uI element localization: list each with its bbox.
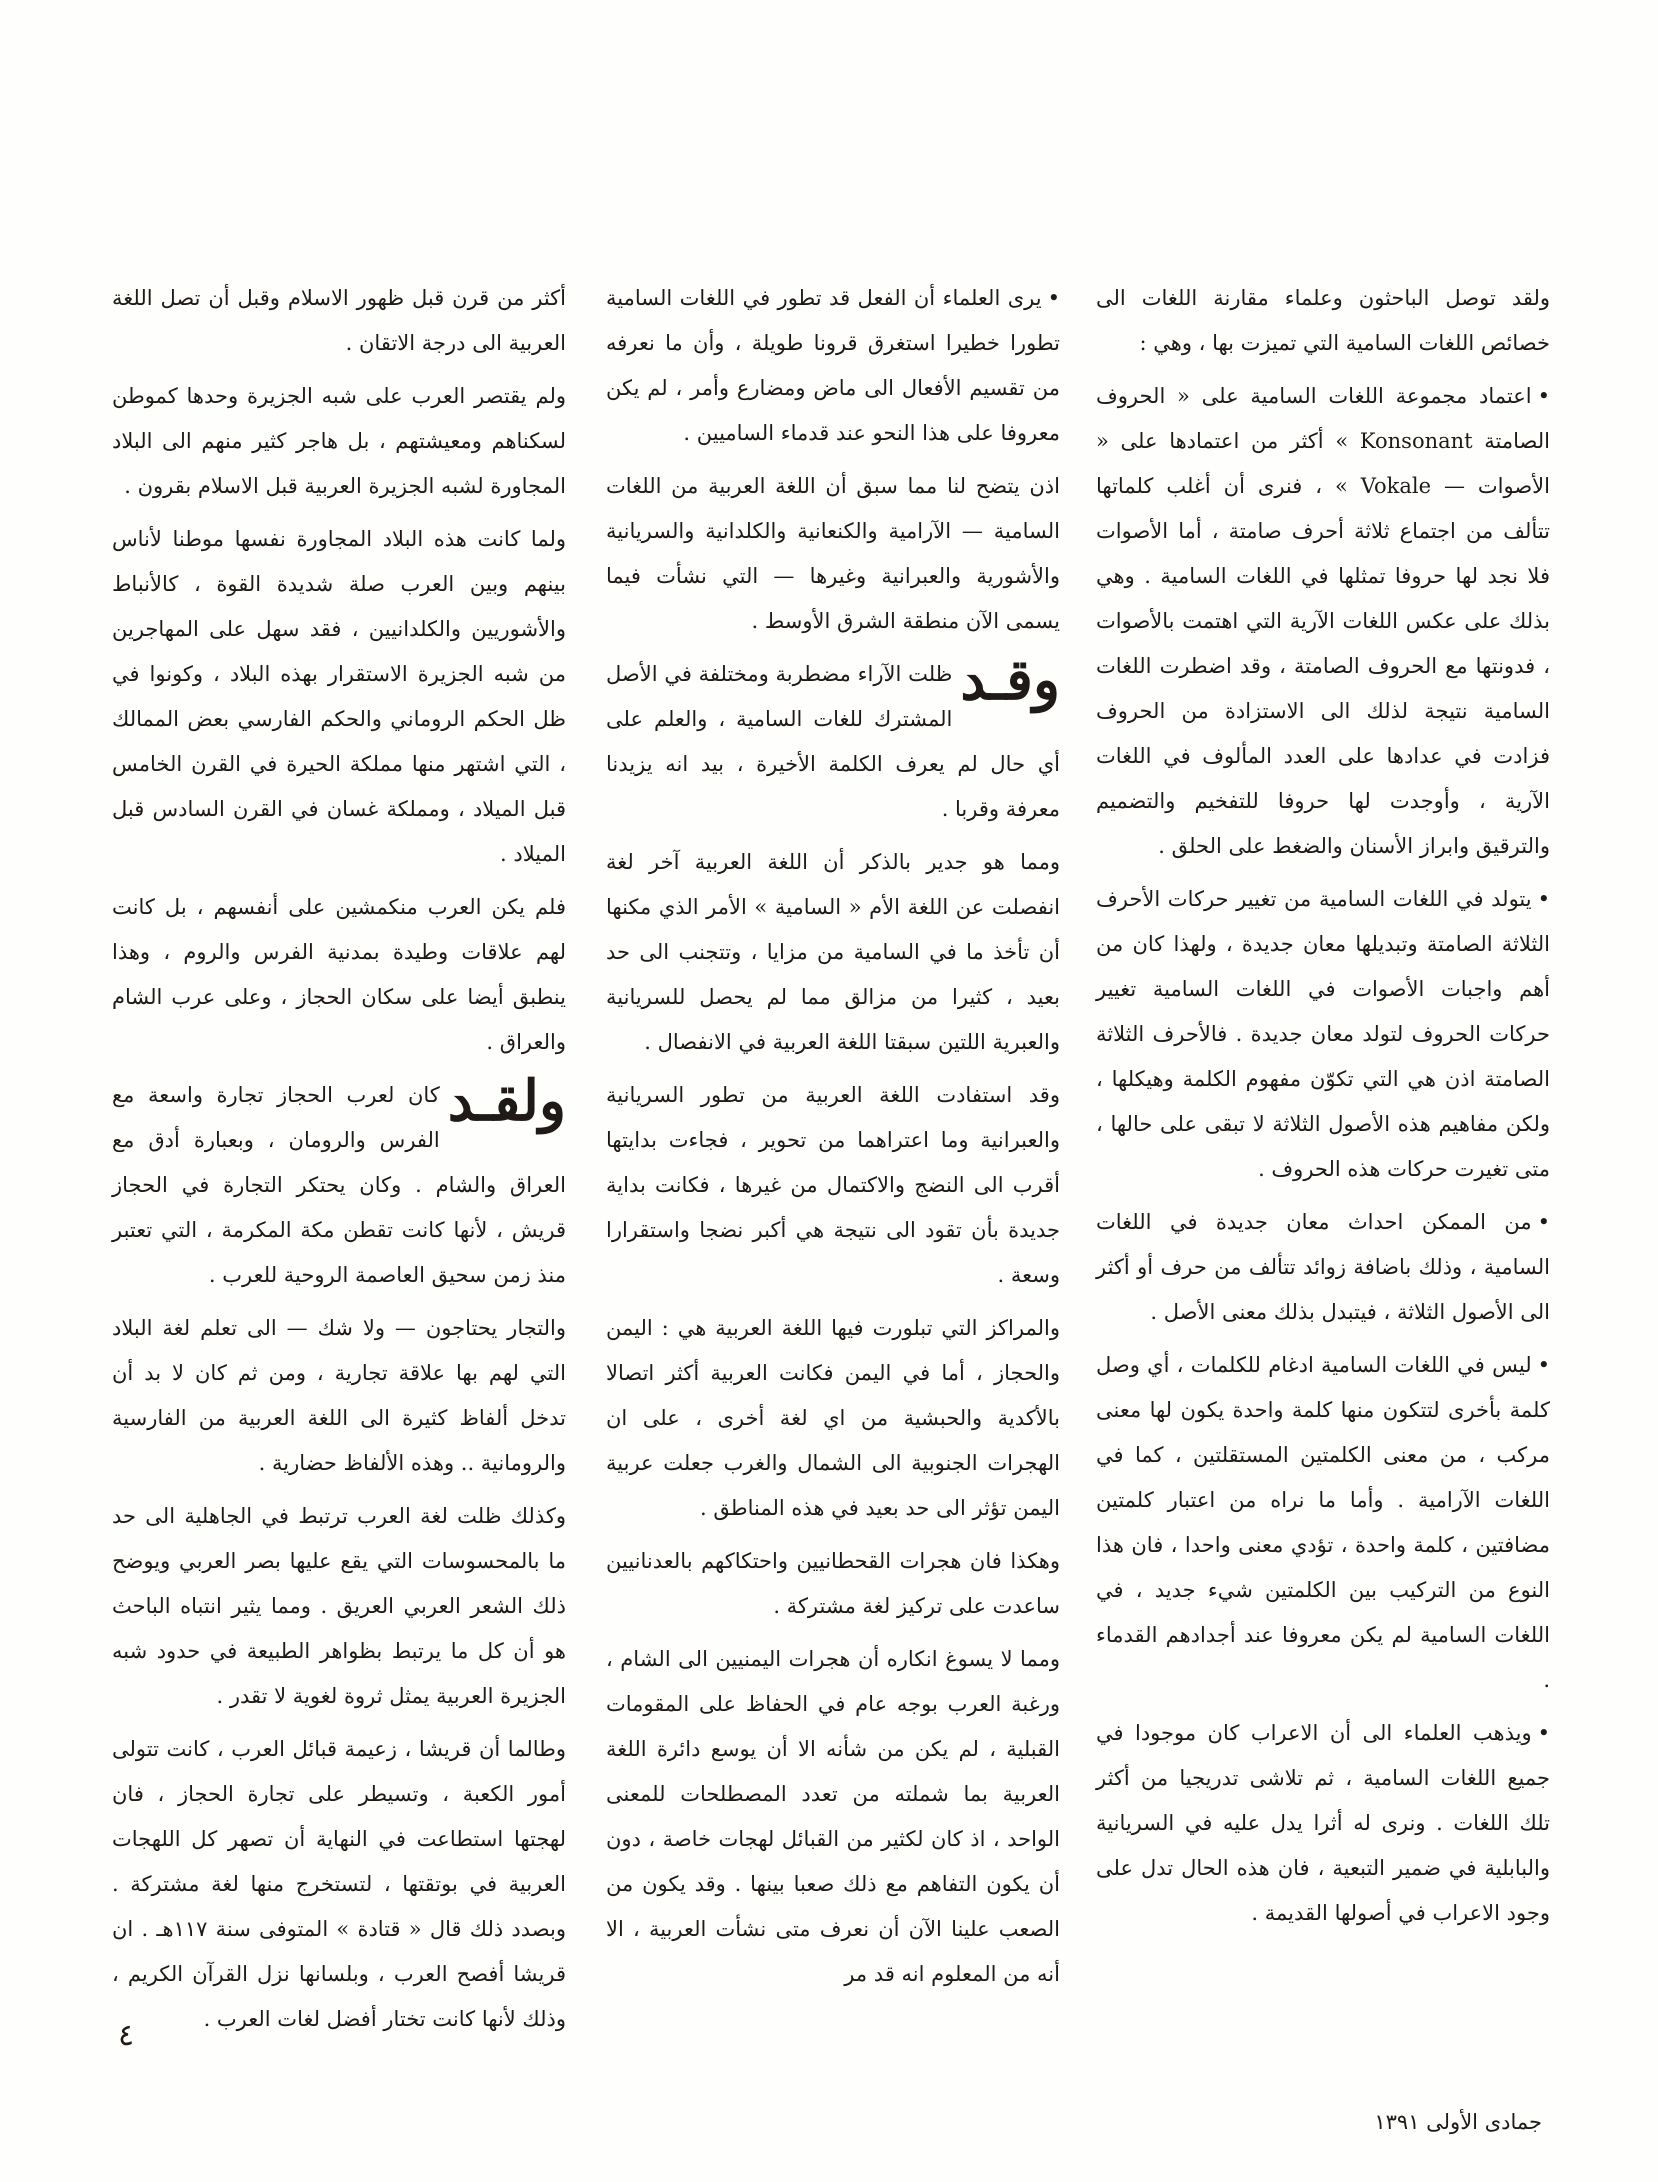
paragraph-text: ظلت الآراء مضطربة ومختلفة في الأصل المشترك للغات السامية ، والعلم على أي حال لم يعرف الكلمة الأخيرة ، بيد انه يزيدنا معرفة وقربا . <box>606 662 1060 821</box>
paragraph: ولما كانت هذه البلاد المجاورة نفسها موطنا لأناس بينهم وبين العرب صلة شديدة القوة ، كالأنباط والأشوريين والكلدانيين ، فقد سهل على المهاجرين من شبه الجزيرة الاستقرار بهذه البلاد ، وكونوا في ظل الحكم الروماني والحكم الفارسي بعض الممالك ، التي اشتهر منها مملكة الحيرة في القرن الخامس قبل الميلاد ، ومملكة غسان في القرن السادس قبل الميلاد . <box>112 527 566 866</box>
paragraph-with-drop-cap <box>112 1068 566 1298</box>
text-column-left <box>112 276 566 2042</box>
paragraph: ولقد توصل الباحثون وعلماء مقارنة اللغات الى خصائص اللغات السامية التي تميزت بها ، وهي : <box>1096 286 1550 355</box>
paragraph: أكثر من قرن قبل ظهور الاسلام وقبل أن تصل اللغة العربية الى درجة الاتقان . <box>112 286 566 355</box>
paragraph-with-drop-cap <box>606 647 1060 832</box>
drop-cap: وقـد <box>960 647 1060 713</box>
text-column-right <box>1096 276 1550 1936</box>
text-column-middle <box>606 276 1060 1997</box>
paragraph: • اعتماد مجموعة اللغات السامية على « الحروف الصامتة Konsonant » أكثر من اعتمادها على « الأصوات — Vokale » ، فنرى أن أغلب كلماتها تتألف من اجتماع ثلاثة أحرف صامتة ، أما الأصوات فلا نجد لها حروفا تمثلها في اللغات السامية . وهي بذلك على عكس اللغات الآرية التي اهتمت بالأصوات ، فدونتها مع الحروف الصامتة ، وقد اضطرت اللغات السامية نتيجة لذلك الى الاستزادة من الحروف فزادت في عدادها على العدد المألوف في اللغات الآرية ، وأوجدت لها حروفا للتفخيم والتضميم والترقيق وابراز الأسنان والضغط على الحلق . <box>1096 374 1550 869</box>
paragraph: اذن يتضح لنا مما سبق أن اللغة العربية من اللغات السامية — الآرامية والكنعانية والكلدانية والسريانية والأشورية والعبرانية وغيرها — التي نشأت فيما يسمى الآن منطقة الشرق الأوسط . <box>606 474 1060 633</box>
paragraph: وقد استفادت اللغة العربية من تطور السريانية والعبرانية وما اعتراهما من تحوير ، فجاءت بدايتها أقرب الى النضج والاكتمال من غيرها ، فكانت بداية جديدة بأن تقود الى نتيجة هي أكبر نضجا واستقرارا وسعة . <box>606 1083 1060 1287</box>
paragraph: وكذلك ظلت لغة العرب ترتبط في الجاهلية الى حد ما بالمحسوسات التي يقع عليها بصر العربي ويوضح ذلك الشعر العربي العريق . ومما يثير انتباه الباحث هو أن كل ما يرتبط بظواهر الطبيعة في حدود شبه الجزيرة العربية يمثل ثروة لغوية لا تقدر . <box>112 1504 566 1708</box>
paragraph: • يتولد في اللغات السامية من تغيير حركات الأحرف الثلاثة الصامتة وتبديلها معان جديدة ، ولهذا كان من أهم واجبات الأصوات في اللغات السامية تغيير حركات الحروف لتولد معان جديدة . فالأحرف الثلاثة الصامتة اذن هي التي تكوّن مفهوم الكلمة وهيكلها ، ولكن مفاهيم هذه الأصول الثلاثة لا تبقى على حالها ، متى تغيرت حركات هذه الحروف . <box>1096 877 1550 1192</box>
paragraph: والمراكز التي تبلورت فيها اللغة العربية هي : اليمن والحجاز ، أما في اليمن فكانت العربية أكثر اتصالا بالأكدية والحبشية من اي لغة أخرى ، على ان الهجرات الجنوبية الى الشمال والغرب جعلت عربية اليمن تؤثر الى حد بعيد في هذه المناطق . <box>606 1316 1060 1520</box>
paragraph: فلم يكن العرب منكمشين على أنفسهم ، بل كانت لهم علاقات وطيدة بمدنية الفرس والروم ، وهذا ينطبق أيضا على سكان الحجاز ، وعلى عرب الشام والعراق . <box>112 895 566 1054</box>
paragraph: وطالما أن قريشا ، زعيمة قبائل العرب ، كانت تتولى أمور الكعبة ، وتسيطر على تجارة الحجاز ، فان لهجتها استطاعت في النهاية أن تصهر كل اللهجات العربية في بوتقتها ، لتستخرج منها لغة مشتركة . وبصدد ذلك قال « قتادة » المتوفى سنة ١١٧هـ . ان قريشا أفصح العرب ، وبلسانها نزل القرآن الكريم ، وذلك لأنها كانت تختار أفضل لغات العرب . <box>112 1737 566 2031</box>
paragraph: • من الممكن احداث معان جديدة في اللغات السامية ، وذلك باضافة زوائد تتألف من حرف أو أكثر الى الأصول الثلاثة ، فيتبدل بذلك معنى الأصل . <box>1096 1200 1550 1335</box>
paragraph: ومما لا يسوغ انكاره أن هجرات اليمنيين الى الشام ، ورغبة العرب بوجه عام في الحفاظ على المقومات القبلية ، لم يكن من شأنه الا أن يوسع دائرة اللغة العربية بما شملته من تعدد المصطلحات للمعنى الواحد ، اذ كان لكثير من القبائل لهجات خاصة ، دون أن يكون التفاهم مع ذلك صعبا بينها . وقد يكون من الصعب علينا الآن أن نعرف متى نشأت العربية ، الا أنه من المعلوم انه قد مر <box>606 1647 1060 1986</box>
drop-cap: ولقـد <box>447 1068 566 1134</box>
paragraph: والتجار يحتاجون — ولا شك — الى تعلم لغة البلاد التي لهم بها علاقة تجارية ، ومن ثم كان لا بد أن تدخل ألفاظ كثيرة الى اللغة العربية من الفارسية والرومانية .. وهذه الألفاظ حضارية . <box>112 1316 566 1475</box>
paragraph: ولم يقتصر العرب على شبه الجزيرة وحدها كموطن لسكناهم ومعيشتهم ، بل هاجر كثير منهم الى البلاد المجاورة لشبه الجزيرة العربية قبل الاسلام بقرون . <box>112 384 566 498</box>
page-number: ٤ <box>118 2018 135 2053</box>
paragraph: • ويذهب العلماء الى أن الاعراب كان موجودا في جميع اللغات السامية ، ثم تلاشى تدريجيا من أكثر تلك اللغات . ونرى له أثرا يدل عليه في السريانية والبابلية في ضمير التبعية ، فان هذه الحال تدل على وجود الاعراب في أصولها القديمة . <box>1096 1711 1550 1936</box>
paragraph-text: كان لعرب الحجاز تجارة واسعة مع الفرس والرومان ، وبعبارة أدق مع العراق والشام . وكان يحتكر التجارة في الحجاز قريش ، لأنها كانت تقطن مكة المكرمة ، التي تعتبر منذ زمن سحيق العاصمة الروحية للعرب . <box>112 1083 566 1287</box>
issue-date-footer: جمادى الأولى ١٣٩١ <box>1374 2110 1542 2134</box>
paragraph: • يرى العلماء أن الفعل قد تطور في اللغات السامية تطورا خطيرا استغرق قرونا طويلة ، وأن ما نعرفه من تقسيم الأفعال الى ماض ومضارع وأمر ، لم يكن معروفا على هذا النحو عند قدماء الساميين . <box>606 276 1060 456</box>
paragraph: • ليس في اللغات السامية ادغام للكلمات ، أي وصل كلمة بأخرى لتتكون منها كلمة واحدة يكون لها معنى مركب ، من معنى الكلمتين المستقلتين ، كما في اللغات الآرامية . وأما ما نراه من اعتبار كلمتين مضافتين ، كلمة واحدة ، تؤدي معنى واحدا ، فان هذا النوع من التركيب بين الكلمتين شيء جديد ، في اللغات السامية لم يكن معروفا عند أجدادهم القدماء . <box>1096 1343 1550 1703</box>
paragraph: وهكذا فان هجرات القحطانيين واحتكاكهم بالعدنانيين ساعدت على تركيز لغة مشتركة . <box>606 1549 1060 1618</box>
paragraph: ومما هو جدير بالذكر أن اللغة العربية آخر لغة انفصلت عن اللغة الأم « السامية » الأمر الذي مكنها أن تأخذ ما في السامية من مزايا ، وتتجنب الى حد بعيد ، كثيرا من مزالق مما لم يحصل للسريانية والعبرية اللتين سبقتا اللغة العربية في الانفصال . <box>606 850 1060 1054</box>
